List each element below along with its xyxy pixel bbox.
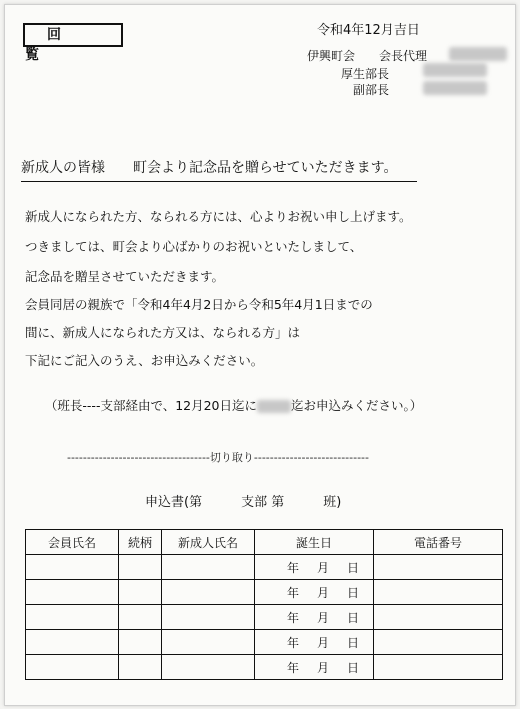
birthday-cell[interactable] [255,605,374,630]
deadline-note [29,381,422,429]
redacted-name-blur [257,400,291,413]
birthday-cell[interactable] [255,555,374,580]
phone-cell[interactable] [374,630,503,655]
phone-cell[interactable] [374,605,503,630]
header-member-name: 会員氏名 [26,530,119,555]
application-table [25,529,503,680]
member-name-cell[interactable] [26,655,119,680]
date-unit-label: 月 [316,560,329,575]
new-adult-name-cell[interactable] [162,655,255,680]
date-unit-label: 月 [316,660,329,675]
sender-title-vice: 副部長 [353,83,390,97]
date-unit-label: 日 [346,635,359,650]
member-name-cell[interactable] [26,580,119,605]
body-line: 新成人になられた方、なられる方には、心よりお祝い申し上げます。 [25,209,412,224]
body-line: 下記にご記入のうえ、お申込みください。 [25,353,264,368]
date-unit-label: 月 [316,585,329,600]
birthday-cell[interactable] [255,580,374,605]
date-unit-label: 日 [346,610,359,625]
deadline-suffix: 迄お申込みください。） [291,398,423,413]
header-birthday: 誕生日 [255,530,374,555]
issue-date: 令和4年12月吉日 [317,23,420,38]
circular-label-box: 回 覧 [23,23,123,47]
relation-cell[interactable] [119,580,162,605]
sender-org-line: 伊興町会 会長代理 [307,49,428,63]
relation-cell[interactable] [119,655,162,680]
header-phone: 電話番号 [374,530,503,555]
redacted-name-blur [449,47,507,61]
deadline-prefix: （班長----支部経由で、12月20日迄に [44,398,258,413]
phone-cell[interactable] [374,555,503,580]
table-row [26,555,503,580]
new-adult-name-cell[interactable] [162,630,255,655]
form-title: 申込書(第 支部 第 班) [145,495,342,510]
table-row [26,655,503,680]
body-line: 会員同居の親族で「令和4年4月2日から令和5年4月1日までの [25,297,373,312]
member-name-cell[interactable] [26,630,119,655]
birthday-cell[interactable] [255,630,374,655]
date-unit-label: 月 [316,610,329,625]
relation-cell[interactable] [119,605,162,630]
table-row [26,630,503,655]
cut-line: ------------------------------------切り取り----------------------------- [66,451,369,464]
body-line: つきましては、町会より心ばかりのお祝いといたしまして、 [25,239,363,254]
body-line: 記念品を贈呈させていただきます。 [25,269,225,284]
header-relation: 続柄 [119,530,162,555]
redacted-name-blur [423,63,487,77]
date-unit-label: 月 [316,635,329,650]
date-unit-label: 日 [346,560,359,575]
date-unit-label: 年 [286,585,299,600]
header-new-adult-name: 新成人氏名 [162,530,255,555]
member-name-cell[interactable] [26,605,119,630]
birthday-cell[interactable] [255,655,374,680]
relation-cell[interactable] [119,555,162,580]
relation-cell[interactable] [119,630,162,655]
table-row [26,580,503,605]
date-unit-label: 年 [286,560,299,575]
date-unit-label: 日 [346,585,359,600]
table-row [26,605,503,630]
date-unit-label: 年 [286,660,299,675]
redacted-name-blur [423,81,487,95]
new-adult-name-cell[interactable] [162,555,255,580]
phone-cell[interactable] [374,580,503,605]
body-line: 間に、新成人になられた方又は、なられる方」は [25,325,301,340]
member-name-cell[interactable] [26,555,119,580]
phone-cell[interactable] [374,655,503,680]
sender-title-welfare: 厚生部長 [341,67,390,81]
new-adult-name-cell[interactable] [162,580,255,605]
new-adult-name-cell[interactable] [162,605,255,630]
date-unit-label: 年 [286,635,299,650]
headline: 新成人の皆様 町会より記念品を贈らせていただきます。 [21,157,417,182]
circular-document [4,4,516,706]
date-unit-label: 年 [286,610,299,625]
date-unit-label: 日 [346,660,359,675]
